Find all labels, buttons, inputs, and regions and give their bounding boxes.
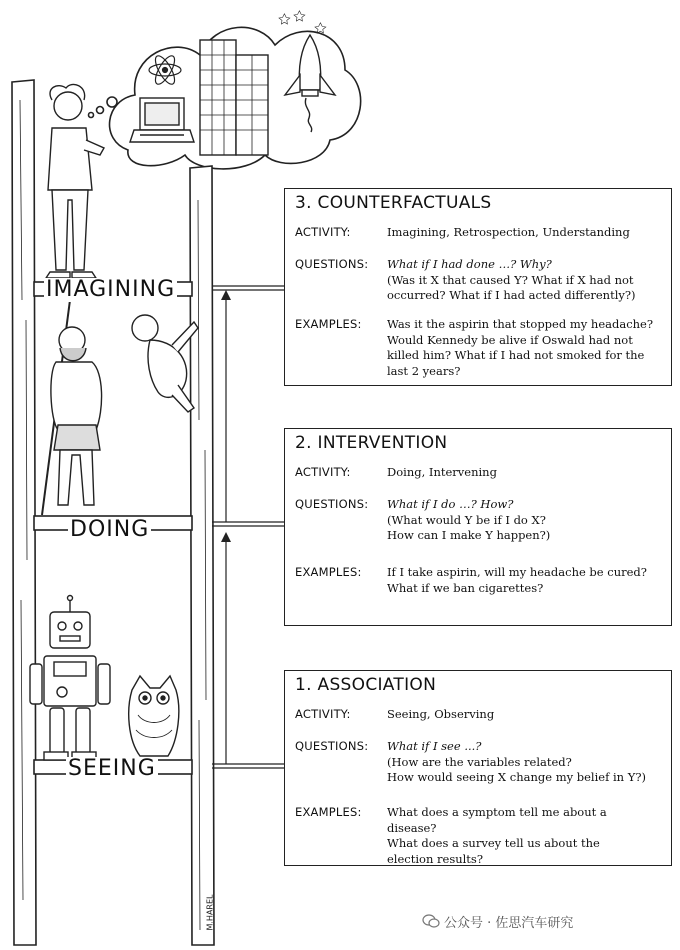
box-title: 1. ASSOCIATION: [295, 675, 437, 695]
examples-label: EXAMPLES:: [295, 565, 362, 579]
skyscraper-icon: [200, 40, 268, 155]
examples-label: EXAMPLES:: [295, 805, 362, 819]
counterfactuals-box: [284, 188, 672, 386]
example-line: killed him? What if I had not smoked for the: [387, 348, 645, 362]
example-line: If I take aspirin, will my headache be cured?: [387, 565, 647, 579]
laptop-icon: [130, 98, 194, 142]
caveman-figure: [42, 300, 102, 515]
example-line: last 2 years?: [387, 363, 461, 378]
question-italic: What if I do …? How?: [387, 497, 514, 511]
questions-label: QUESTIONS:: [295, 257, 369, 271]
activity-value: Imagining, Retrospection, Understanding: [387, 225, 630, 239]
example-line: Would Kennedy be alive if Oswald had not: [387, 332, 633, 347]
owl-figure: [129, 676, 179, 756]
rung-label-doing: DOING: [70, 517, 150, 542]
association-box: [284, 670, 672, 866]
question-italic: What if I see ...?: [387, 739, 482, 753]
einstein-figure: [46, 84, 104, 278]
artist-credit-text: M.HAREL: [205, 894, 215, 931]
baby-figure: [132, 315, 198, 412]
activity-value: Seeing, Observing: [387, 707, 495, 721]
question-line: (How are the variables related?: [387, 754, 572, 769]
example-line: What does a symptom tell me about a disease?: [387, 805, 607, 835]
question-line: How can I make Y happen?): [387, 528, 551, 542]
example-line: election results?: [387, 851, 483, 866]
robot-figure: [30, 596, 110, 761]
questions-label: QUESTIONS:: [295, 739, 369, 753]
activity-label: ACTIVITY:: [295, 707, 351, 721]
example-line: Was it the aspirin that stopped my headache?: [387, 317, 654, 331]
connector-lines: [212, 286, 284, 768]
question-line: (Was it X that caused Y? What if X had not: [387, 272, 634, 287]
question-line: occurred? What if I had acted differently?): [387, 288, 636, 302]
intervention-box: [284, 428, 672, 626]
question-line: (What would Y be if I do X?: [387, 512, 546, 527]
artist-credit: [205, 888, 224, 938]
watermark: 公众号 · 佐思汽车研究: [444, 916, 574, 931]
questions-label: QUESTIONS:: [295, 497, 369, 511]
wechat-icon: [422, 912, 440, 930]
question-line: How would seeing X change my belief in Y?): [387, 770, 646, 784]
activity-value: Doing, Intervening: [387, 465, 497, 479]
question-italic: What if I had done …? Why?: [387, 257, 552, 271]
activity-label: ACTIVITY:: [295, 465, 351, 479]
example-line: What if we ban cigarettes?: [387, 580, 544, 595]
box-title: 2. INTERVENTION: [295, 433, 448, 453]
activity-label: ACTIVITY:: [295, 225, 351, 239]
star-icon: [279, 11, 326, 33]
box-title: 3. COUNTERFACTUALS: [295, 193, 492, 213]
rung-label-seeing: SEEING: [68, 756, 156, 781]
rung-label-imagining: IMAGINING: [46, 277, 176, 302]
examples-label: EXAMPLES:: [295, 317, 362, 331]
example-line: What does a survey tell us about the: [387, 836, 600, 850]
